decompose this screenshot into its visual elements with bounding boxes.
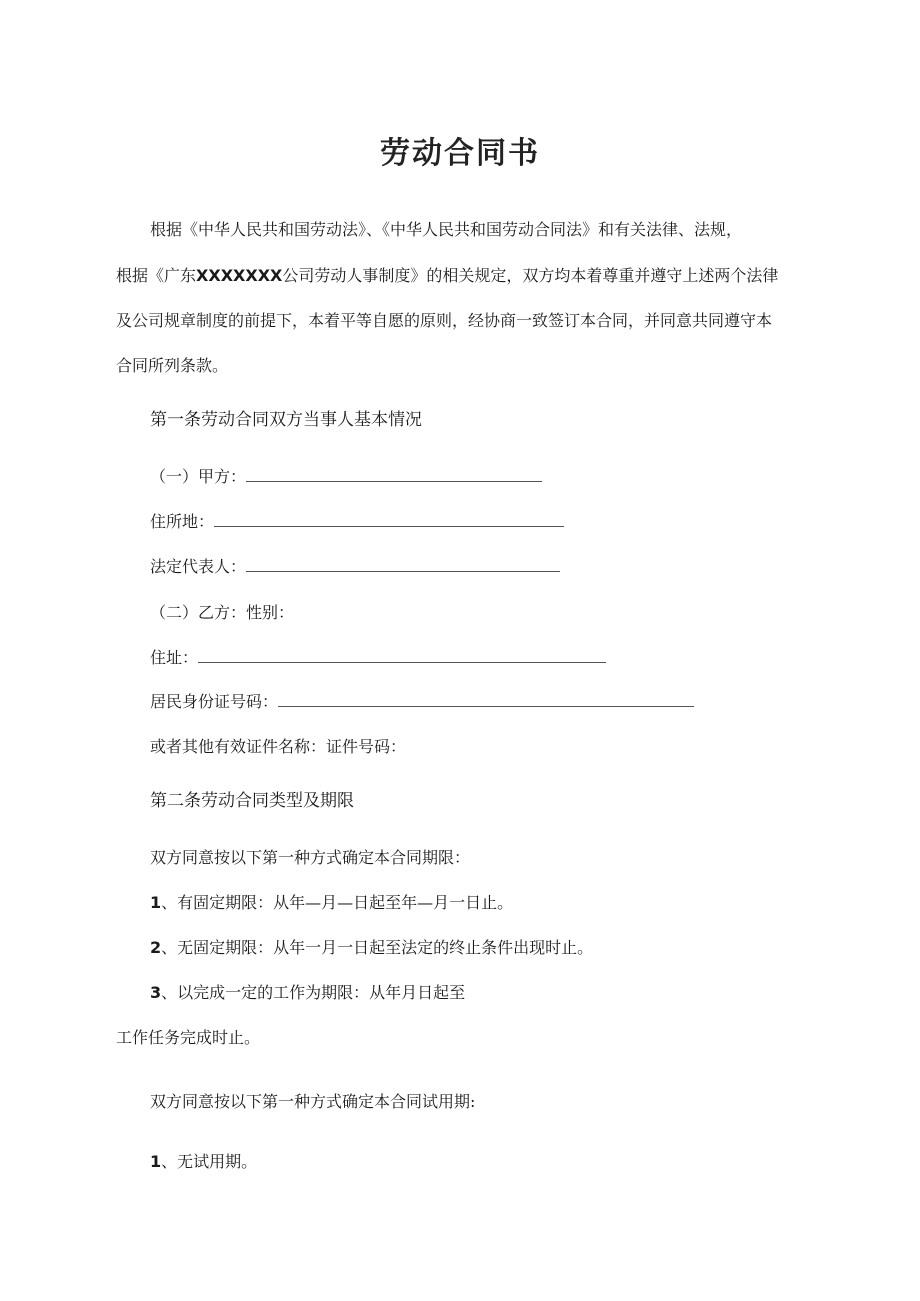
- term-option-1-number: 1: [150, 893, 162, 912]
- id-number-label: 居民身份证号码：: [150, 692, 279, 711]
- probation-option-1: [150, 1151, 257, 1173]
- intro-line-2: [116, 265, 778, 287]
- term-option-1: [150, 892, 513, 914]
- term-option-3-continued: 工作任务完成时止。: [116, 1028, 261, 1047]
- term-option-2-number: 2: [150, 938, 162, 957]
- document-title: 劳动合同书: [380, 136, 540, 171]
- intro-line-4: 合同所列条款。: [116, 356, 229, 375]
- term-option-3: [150, 982, 465, 1004]
- other-id-row: 或者其他有效证件名称：证件号码：: [150, 737, 407, 756]
- party-a-row: [150, 466, 542, 488]
- residence-row: [150, 511, 564, 533]
- term-option-3-text: 、以完成一定的工作为期限：从年月日起至: [161, 983, 466, 1002]
- probation-intro: 双方同意按以下第一种方式确定本合同试用期:: [150, 1092, 476, 1111]
- legal-rep-blank[interactable]: [246, 557, 560, 572]
- party-a-blank[interactable]: [246, 467, 542, 482]
- party-b-row: （二）乙方：性别：: [150, 603, 295, 622]
- address-blank[interactable]: [198, 648, 606, 663]
- intro-line-2-start: 根据《广东: [116, 266, 197, 285]
- term-option-2-text: 、无固定期限：从年一月一日起至法定的终止条件出现时止。: [161, 938, 594, 957]
- id-number-row: [150, 691, 694, 713]
- article-1-heading: 第一条劳动合同双方当事人基本情况: [150, 410, 422, 430]
- residence-label: 住所地：: [150, 512, 215, 531]
- company-placeholder: XXXXXXX: [196, 266, 283, 285]
- term-option-3-number: 3: [150, 983, 162, 1002]
- intro-line-3: 及公司规章制度的前提下，本着平等自愿的原则，经协商一致签订本合同，并同意共同遵守本: [116, 311, 773, 330]
- term-option-1-text: 、有固定期限：从年—月—日起至年—月一日止。: [161, 893, 514, 912]
- term-option-2: [150, 937, 593, 959]
- intro-line-2-end: 公司劳动人事制度》的相关规定，双方均本着尊重并遵守上述两个法律: [282, 266, 779, 285]
- id-number-blank[interactable]: [278, 692, 694, 707]
- legal-rep-row: [150, 556, 560, 578]
- legal-rep-label: 法定代表人：: [150, 557, 247, 576]
- probation-option-1-text: 、无试用期。: [161, 1152, 258, 1171]
- party-a-label: （一）甲方：: [150, 467, 247, 486]
- residence-blank[interactable]: [214, 512, 564, 527]
- probation-option-1-number: 1: [150, 1152, 162, 1171]
- term-intro: 双方同意按以下第一种方式确定本合同期限：: [150, 848, 471, 867]
- address-label: 住址：: [150, 648, 199, 667]
- address-row: [150, 647, 606, 669]
- intro-line-1: 根据《中华人民共和国劳动法》、《中华人民共和国劳动合同法》和有关法律、法规，: [150, 220, 743, 239]
- article-2-heading: 第二条劳动合同类型及期限: [150, 791, 354, 811]
